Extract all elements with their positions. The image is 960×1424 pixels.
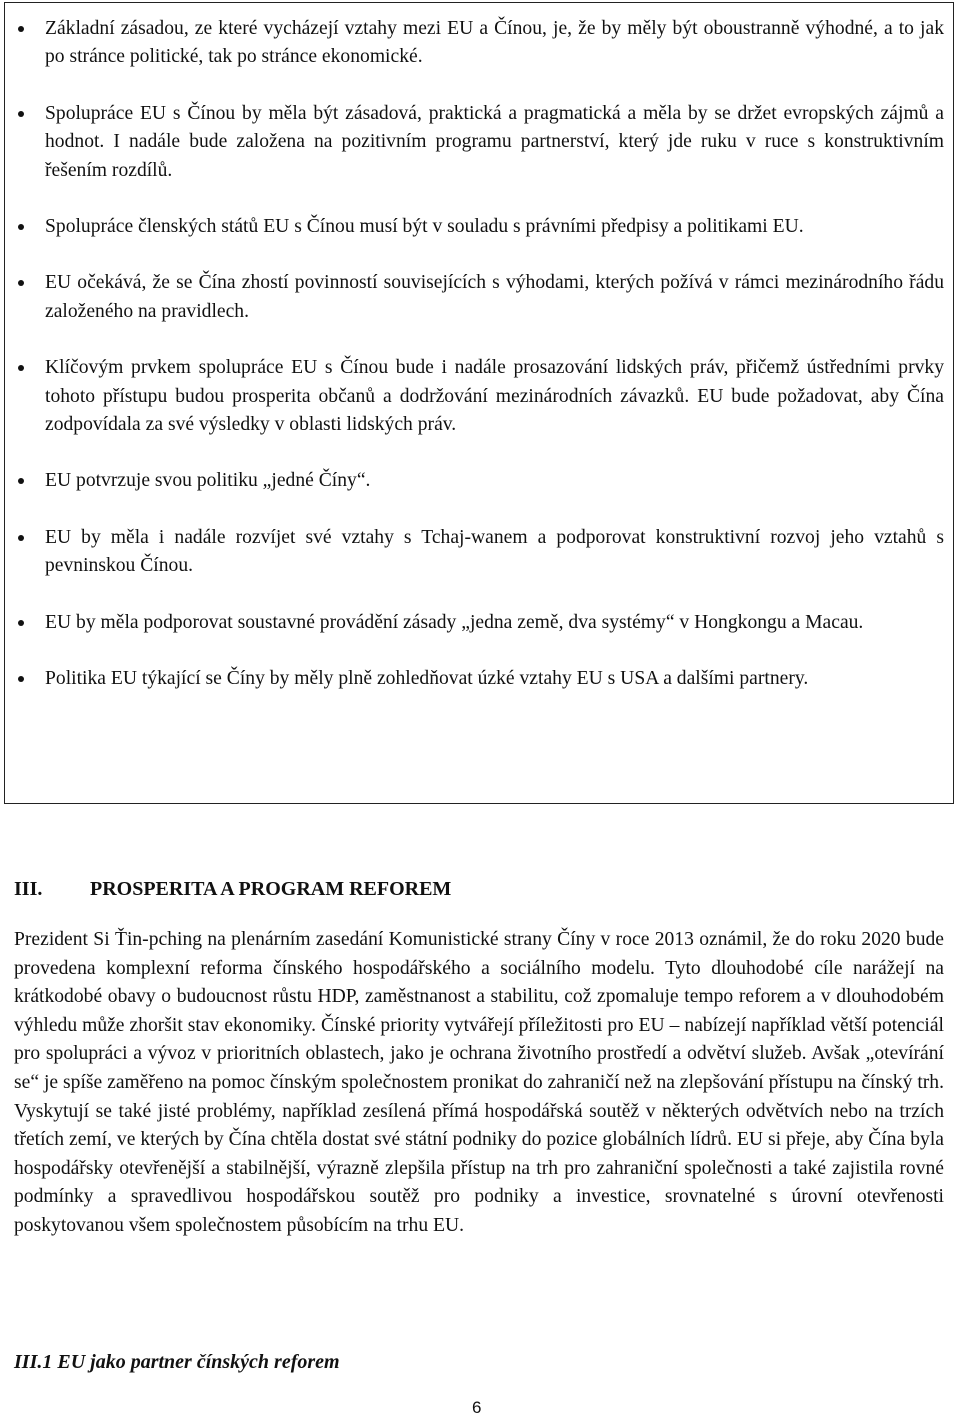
list-item — [14, 467, 944, 495]
section-heading — [14, 874, 451, 904]
list-item — [14, 213, 944, 241]
list-item-text: Klíčovým prvkem spolupráce EU s Čínou bude i nadále prosazování lidských práv, přičemž ústředními prvky tohoto přístupu budou prosperita občanů a dodržování mezinárodních závazků. EU bude požadovat, aby Čína zodpovídala za své výsledky v oblasti lidských práv. — [45, 357, 944, 436]
list-item-text: Spolupráce členských států EU s Čínou musí být v souladu s právními předpisy a politikami EU. — [45, 216, 804, 238]
list-item — [14, 609, 944, 637]
subsection-heading: III.1 EU jako partner čínských reforem — [14, 1351, 340, 1373]
list-item-text: EU potvrzuje svou politiku „jedné Číny“. — [45, 470, 371, 492]
bullet-icon — [18, 280, 24, 286]
bullet-icon — [18, 620, 24, 626]
list-item — [14, 100, 944, 185]
body-paragraph: Prezident Si Ťin-pching na plenárním zasedání Komunistické strany Číny v roce 2013 oznámil, že do roku 2020 bude provedena komplexní reforma čínského hospodářského a sociálního modelu. Tyto dlouhodobé cíle narážejí na krátkodobé obavy o budoucnost růstu HDP, zaměstnanost a stabilitu, což zpomaluje tempo reforem a v dlouhodobém výhledu může zhoršit stav ekonomiky. Čínské priority vytvářejí příležitosti pro EU – nabízejí například větší potenciál pro spolupráci a vývoz v prioritních oblastech, jako je ochrana životního prostředí a odvětví služeb. Avšak „otevírání se“ je spíše zaměřeno na pomoc čínským společnostem pronikat do zahraničí než na zlepšování přístupu na čínský trh. Vyskytují se také jisté problémy, například zesílená přímá hospodářská soutěž v některých odvětvích nebo na trzích třetích zemí, ve kterých by Čína chtěla dostat své státní podniky do pozice globálních lídrů. EU si přeje, aby Čína byla hospodářsky otevřenější a stabilnější, výrazně zlepšila přístup na trh pro zahraniční společnosti a také zajistila rovné podmínky a spravedlivou hospodářskou soutěž pro podniky a investice, srovnatelné s úrovní otevřenosti poskytovanou všem společnostem působícím na trhu EU. — [14, 929, 944, 1236]
bullet-icon — [18, 478, 24, 484]
list-item-text: EU by měla i nadále rozvíjet své vztahy s Tchaj-wanem a podporovat konstruktivní rozvoj jeho vztahů s pevninskou Čínou. — [45, 526, 944, 577]
list-item — [14, 524, 944, 581]
list-item — [14, 354, 944, 439]
bullet-icon — [18, 365, 24, 371]
page-number: 6 — [472, 1398, 482, 1417]
list-item-text: Politika EU týkající se Číny by měly plně zohledňovat úzké vztahy EU s USA a dalšími partnery. — [45, 668, 809, 690]
section-title: PROSPERITA A PROGRAM REFOREM — [90, 878, 452, 900]
bullet-icon — [18, 26, 24, 32]
list-item-text: Spolupráce EU s Čínou by měla být zásadová, praktická a pragmatická a měla by se držet evropských zájmů a hodnot. I nadále bude založena na pozitivním programu partnerství, který jde ruku v ruce s konstruktivním řešením rozdílů. — [45, 102, 944, 181]
bullet-icon — [18, 535, 24, 541]
list-item — [14, 15, 944, 72]
bullet-icon — [18, 224, 24, 230]
bullet-list — [14, 15, 944, 694]
bullet-icon — [18, 111, 24, 117]
bullet-icon — [18, 676, 24, 682]
list-item — [14, 269, 944, 326]
list-item-text: EU by měla podporovat soustavné provádění zásady „jedna země, dva systémy“ v Hongkongu a Macau. — [45, 611, 864, 633]
list-item — [14, 665, 944, 693]
section-number: III. — [14, 878, 43, 900]
list-item-text: EU očekává, že se Čína zhostí povinností souvisejících s výhodami, kterých požívá v rámci mezinárodního řádu založeného na pravidlech. — [45, 272, 944, 322]
list-item-text: Základní zásadou, ze které vycházejí vztahy mezi EU a Čínou, je, že by měly být oboustranně výhodné, a to jak po stránce politické, tak po stránce ekonomické. — [45, 18, 944, 68]
